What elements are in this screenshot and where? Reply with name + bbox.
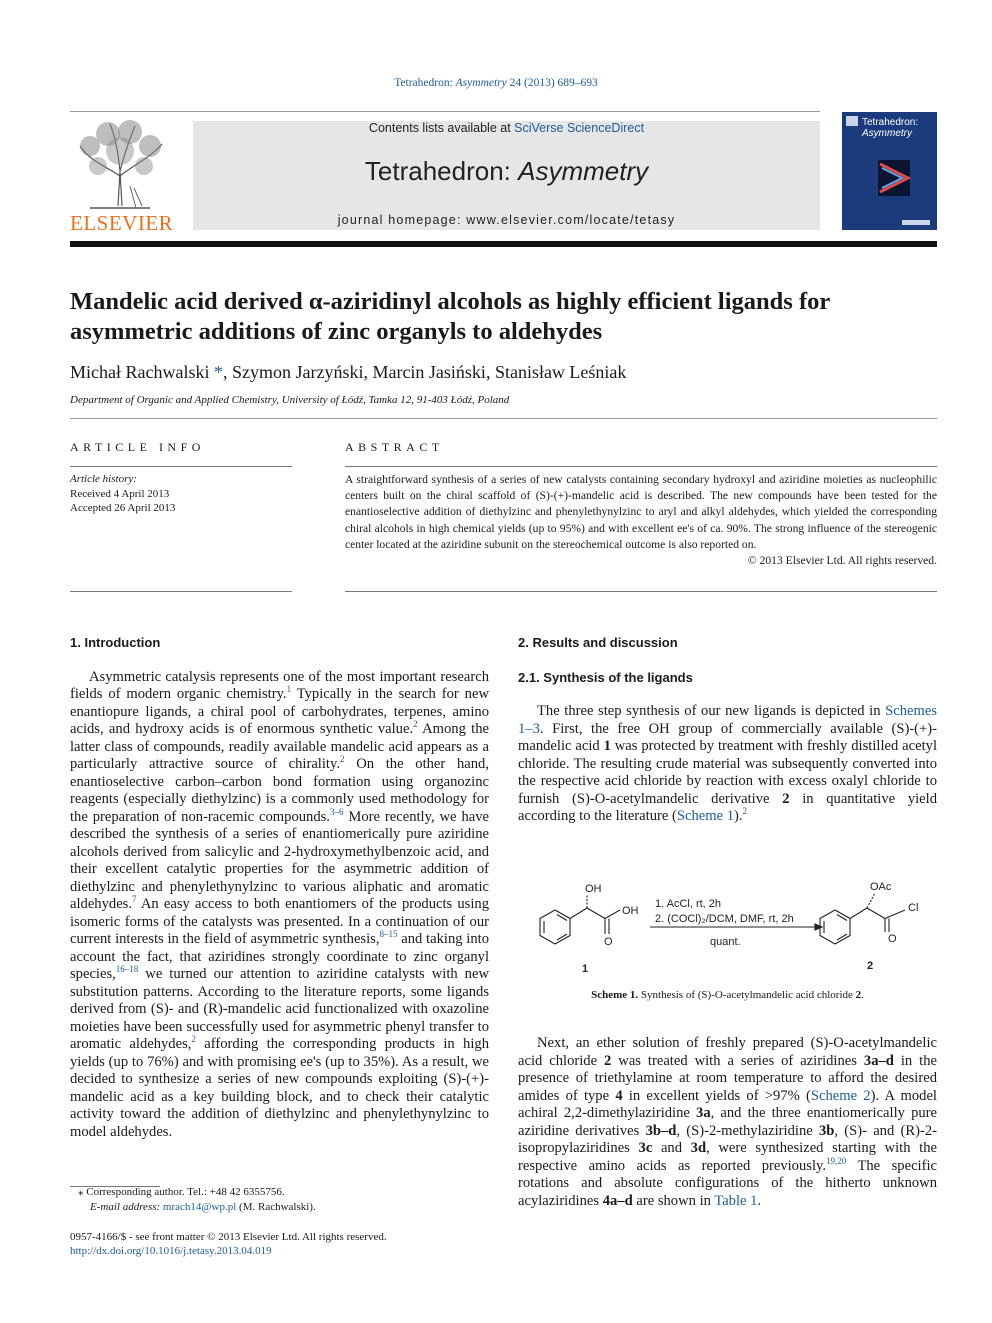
intro-text: On the other hand, enantioselective carbon–carbon bond formation using organozinc reagents (especially diethylzinc) is a commonly used methodology for the preparation of non-racemic compounds. xyxy=(70,756,490,825)
results-paragraph-2-block xyxy=(518,1035,937,1210)
article-info-rule-bottom xyxy=(70,591,292,592)
ref[interactable]: 2 xyxy=(191,1034,196,1045)
intro-text: Among the latter class of compounds, readily available mandelic acid appears as a particularly attractive source of chirality. xyxy=(70,721,489,772)
footnote-email-line xyxy=(70,1200,490,1215)
reaction-yield: quant. xyxy=(710,936,741,948)
intro-text: Typically in the search for new enantiopure ligands, a chiral pool of carbohydrates, terpenes, amino acids, and hydroxy acids is of enormous synthetic value. xyxy=(70,686,490,737)
elsevier-wordmark: ELSEVIER xyxy=(70,211,174,235)
intro-heading: 1. Introduction xyxy=(70,635,161,650)
compound-ref: 3d xyxy=(690,1140,707,1156)
intro-paragraph xyxy=(70,669,489,1142)
ref[interactable]: 8–15 xyxy=(379,929,398,940)
email-label: E-mail address: xyxy=(90,1201,163,1213)
results-text: The specific rotations and absolute configurations of the hitherto unknown acylaziridines xyxy=(518,1157,937,1209)
results-text: . xyxy=(757,1192,762,1209)
compound-ref: 3b–d xyxy=(645,1122,677,1139)
article-info-rule-top xyxy=(70,466,292,467)
results-text: ). A model achiral 2,2-dimethylaziridine xyxy=(518,1087,937,1121)
ref[interactable]: 1 xyxy=(286,684,292,695)
ligands-subheading: 2.1. Synthesis of the ligands xyxy=(518,669,693,685)
results-text: , (S)- and (R)-2-isopropylaziridines xyxy=(518,1122,937,1156)
corresponding-author-link[interactable]: * xyxy=(209,362,223,382)
results-text: , were synthesized starting with the respective amino acids as reported previously. xyxy=(518,1140,937,1174)
intro-text: More recently, we have described the synthesis of a series of enantiomerically pure aziridine alcohols derived from salicylic and 2-hydroxymethylbenzoic acid, and their excellent catalytic properties for the asymmetric addition of diethylzinc and phenylethynylzinc to various aliphatic and aromatic aldehydes. xyxy=(70,808,489,912)
scheme-1-link[interactable]: Scheme 1 xyxy=(676,808,734,824)
results-text: in the presence of triethylamine at room temperature to afford the desired amides of type xyxy=(518,1052,937,1104)
reaction-step-1: 1. AcCl, rt, 2h xyxy=(655,898,722,910)
caption-label: Scheme 1. xyxy=(591,989,639,1001)
compound-ref: 4 xyxy=(615,1087,623,1104)
citation-journal-italic: Asymmetry xyxy=(455,77,507,89)
results-text: was protected by treatment with freshly distilled acetyl chloride. The resulting crude material was subsequently converted into the respective acid chloride by reaction with excess oxalyl chloride to furnish (S)-O-acetylmandelic derivative xyxy=(518,738,937,807)
compound-ref: 2 xyxy=(604,1052,612,1069)
reaction-step-2: 2. (COCl)₂/DCM, DMF, rt, 2h xyxy=(655,913,794,925)
footnote xyxy=(70,1185,490,1215)
results-text: in quantitative yield according to the literature ( xyxy=(518,790,938,824)
schemes-link[interactable]: Schemes 1–3 xyxy=(518,703,937,737)
journal-homepage[interactable]: journal homepage: www.elsevier.com/locate/tetasy xyxy=(337,213,676,227)
label-oac: OAc xyxy=(870,881,892,893)
journal-title xyxy=(193,156,820,187)
author-first: Michał Rachwalski xyxy=(70,362,210,382)
front-matter xyxy=(70,1230,490,1258)
results-paragraph-2 xyxy=(518,1035,937,1210)
article-info-heading: ARTICLE INFO xyxy=(70,440,205,454)
ref[interactable]: 19,20 xyxy=(826,1155,847,1166)
article-title: Mandelic acid derived α-aziridinyl alcohols as highly efficient ligands for asymmetric additions of zinc organyls to aldehydes xyxy=(70,288,830,345)
compound-ref: 3c xyxy=(638,1140,653,1156)
scheme-1-caption xyxy=(518,989,937,1001)
ref[interactable]: 3–6 xyxy=(329,806,344,817)
compound-ref: 4a–d xyxy=(602,1192,633,1209)
header-top-rule xyxy=(70,111,820,112)
contents-line xyxy=(193,121,820,135)
results-text: , and the three enantiomerically pure aziridine derivatives xyxy=(518,1105,938,1139)
results-text: and xyxy=(652,1140,691,1156)
results-text: The three step synthesis of our new ligands is depicted in xyxy=(537,703,886,719)
abstract-rule-bottom xyxy=(345,591,937,592)
doi-link[interactable]: http://dx.doi.org/10.1016/j.tetasy.2013.04.019 xyxy=(70,1245,272,1257)
abstract-body xyxy=(345,472,937,569)
citation-volume: 24 (2013) 689–693 xyxy=(506,77,598,89)
accepted-date: Accepted 26 April 2013 xyxy=(70,502,176,514)
author-others: , Szymon Jarzyński, Marcin Jasiński, Stanisław Leśniak xyxy=(222,362,627,382)
label-oh-alpha: OH xyxy=(585,883,602,895)
ref[interactable]: 7 xyxy=(132,894,137,905)
results-text: . First, the free OH group of commercially available (S)-(+)-mandelic acid xyxy=(518,720,937,754)
footnote-corresponding: ⁎ Corresponding author. Tel.: +48 42 6355756. xyxy=(78,1186,285,1198)
scheme-1-figure xyxy=(525,870,937,980)
cover-title-line1: Tetrahedron: xyxy=(862,117,919,128)
ref[interactable]: 2 xyxy=(413,719,418,730)
intro-text: and taking into account the fact, that aziridines strongly coordinate to zinc organyl species, xyxy=(70,931,489,982)
compound-ref: 3a xyxy=(696,1105,711,1121)
caption-text: Synthesis of (S)-O-acetylmandelic acid chloride xyxy=(638,989,856,1001)
compound-ref: 1 xyxy=(603,738,611,754)
results-text: in excellent yields of >97% ( xyxy=(622,1087,811,1104)
cover-title xyxy=(862,117,937,139)
compound-ref: 2 xyxy=(782,790,790,807)
compound-ref: 3b xyxy=(818,1122,835,1139)
issn-line: 0957-4166/$ - see front matter © 2013 Elsevier Ltd. All rights reserved. xyxy=(70,1231,387,1243)
results-text: are shown in xyxy=(632,1192,715,1209)
left-column xyxy=(70,634,489,1141)
results-text: , (S)-2-methylaziridine xyxy=(676,1122,819,1139)
abstract-heading: ABSTRACT xyxy=(345,440,444,454)
caption-end: . xyxy=(861,989,864,1001)
table-1-link[interactable]: Table 1 xyxy=(714,1192,758,1209)
abstract-text: A straightforward synthesis of a series of new catalysts containing secondary hydroxyl and aziridine moieties as nucleophilic centers built on the chiral scaffold of (S)-(+)-mandelic acid is described. The new compounds have been tested for the enantioselective addition of diethylzinc and phenylethynylzinc to aryl and alkyl aldehydes, which yielded the corresponding chiral alcohols in high chemical yields (up to 95%) and with excellent ee's of ca. 90%. The strong influence of the stereogenic center located at the aziridine subunit on the stereochemical outcome is also reported on. xyxy=(345,473,937,551)
intro-text: affording the corresponding products in high yields (up to 76%) and with promising ee's (up to 35%). As a result, we decided to synthesize a series of new compounds exploiting (S)-(+)-mandelic acid as a key building block, and to check their catalytic activity toward the addition of diethylzinc and phenylethynylzinc to model aldehydes. xyxy=(70,1036,490,1140)
abstract-copyright: © 2013 Elsevier Ltd. All rights reserved. xyxy=(747,554,937,568)
affiliation: Department of Organic and Applied Chemistry, University of Łódź, Tamka 12, 91-403 Łódź, Poland xyxy=(70,394,510,406)
journal-title-italic: Asymmetry xyxy=(518,156,649,186)
cover-title-line2: Asymmetry xyxy=(862,128,912,139)
results-heading: 2. Results and discussion xyxy=(518,635,678,650)
results-paragraph-1 xyxy=(518,703,937,826)
email-owner: (M. Rachwalski). xyxy=(236,1201,316,1213)
journal-title-plain: Tetrahedron: xyxy=(364,156,519,186)
intro-text: An easy access to both enantiomers of the products using isomeric forms of the catalysts was presented. In a continuation of our current interests in the field of asymmetric synthesis, xyxy=(70,896,489,947)
intro-text: Asymmetric catalysis represents one of the most important research fields of modern organic chemistry. xyxy=(70,668,489,702)
article-history xyxy=(70,472,175,516)
results-text: Next, an ether solution of freshly prepared (S)-O-acetylmandelic acid chloride xyxy=(518,1035,937,1069)
ref[interactable]: 16–18 xyxy=(115,964,139,975)
compound-label-2: 2 xyxy=(867,960,874,972)
sciencedirect-link[interactable]: SciVerse ScienceDirect xyxy=(514,121,645,135)
contents-prefix: Contents lists available at xyxy=(368,121,515,135)
affiliation-rule xyxy=(70,418,937,419)
ref[interactable]: 2 xyxy=(339,754,345,765)
label-o-acid: O xyxy=(604,936,613,948)
label-oh-acid: OH xyxy=(622,905,639,917)
label-cl: Cl xyxy=(908,902,919,914)
results-text: ). xyxy=(734,808,743,824)
history-label: Article history: xyxy=(70,473,137,485)
label-o-chloride: O xyxy=(888,933,897,945)
results-text: was treated with a series of aziridines xyxy=(611,1052,864,1069)
abstract-rule-top xyxy=(345,466,937,467)
journal-citation[interactable] xyxy=(0,77,992,89)
compound-label-1: 1 xyxy=(582,963,589,975)
scheme-2-link[interactable]: Scheme 2 xyxy=(810,1087,871,1104)
caption-compound: 2 xyxy=(855,989,862,1001)
ref[interactable]: 2 xyxy=(742,806,748,817)
received-date: Received 4 April 2013 xyxy=(70,487,170,500)
email-link[interactable]: mrach14@wp.pl xyxy=(162,1201,237,1213)
citation-journal: Tetrahedron: xyxy=(394,77,456,89)
right-column xyxy=(518,634,937,826)
header-thick-rule xyxy=(70,241,937,247)
author-list xyxy=(70,362,626,383)
compound-ref: 3a–d xyxy=(863,1052,894,1069)
intro-text: we turned our attention to aziridine catalysts with new substitution patterns. According to the literature reports, some ligands derived from (S)- and (R)-mandelic acid functionalized with oxazoline moieties have been successfully used for asymmetric phenyl transfer to aromatic aldehydes, xyxy=(70,966,489,1052)
